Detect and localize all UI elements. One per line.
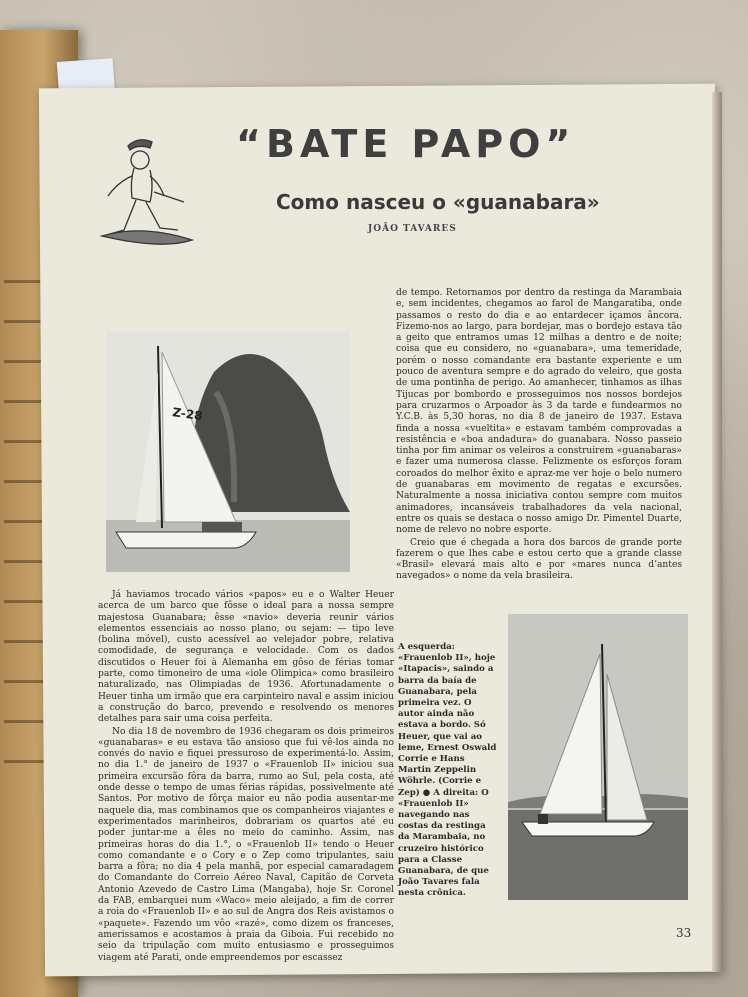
sail-number-label: Z-28 xyxy=(171,405,204,424)
article-title: “BATE PAPO” xyxy=(236,122,576,166)
paragraph: de tempo. Retornamos por dentro da restinga da Marambaia e, sem incidentes, chegamos ao farol de Mangaratiba, onde passamos o resto do dia e ao entardecer içamos âncora. Fizemo-nos ao largo, para bordejar, mas o bordejo estava tão a geito que entramos umas 12 milhas a dentro e de noite; coisa que eu considero, no «guanabara», uma temeridade, porém o nosso comandante era bastante experiente e um pouco de aventura sempre e do agrado do veleiro, que gosta de uma pontinha de perigo. Ao amanhecer, tinhamos as ilhas Tijucas por bombordo e prosseguimos nos nossos bordejos para cruzarmos o Arpoador às 3 da tarde e fundearmos no Y.C.B. às 5,30 horas, no dia 8 de janeiro de 1937. Estava finda a nossa «vueltita» e estavam também comprovadas a resistência e «boa andadura» do guanabara. Nosso passeio tinha por fim animar os veleiros a construirem «guanabaras» e fazer uma numerosa classe. Felizmente os esforços foram coroados do melhor êxito e apraz-me ver hoje o belo numero de guanabaras em movimento de regatas e excursões. Naturalmente a nossa iniciativa contou sempre com muitos animadores, incansáveis trabalhadores da vela nacional, entre os quais se destaca o nosso amigo Dr. Pimentel Duarte, nome de relevo no nobre esporte. xyxy=(396,288,682,536)
paragraph: Creio que é chegada a hora dos barcos de grande porte fazerem o que lhes cabe e estou certo que a grande classe «Brasil» elevará mais alto e por «mares nunca d’antes navegados» o nome da vela brasileira. xyxy=(396,537,682,582)
article-subtitle: Como nasceu o «guanabara» xyxy=(276,190,600,214)
photo-caption: A esquerda: «Frauenlob II», hoje «Itapacis», saindo a barra da baía de Guanabara, pela primeira vez. O autor ainda não estava a bordo. Só Heuer, que vai ao leme, Ernest Oswald Corrie e Hans Martin Zeppelin Wöhrle. (Corrie e Zep) ● A direita: O «Frauenlob II» navegando nas costas da restinga da Marambaia, no cruzeiro histórico para a Classe Guanabara, de que João Tavares fala nesta crônica. xyxy=(398,642,497,899)
paragraph: Já haviamos trocado vários «papos» eu e o Walter Heuer acerca de um barco que fôsse o ideal para a nossa sempre majestosa Guanabara; êsse «navio» deveria reunir vários elementos essenciais ao nosso plano, ou sejam: — tipo leve (bolina móvel), custo acessível ao velejador pobre, relativa comodidade, de segurança e velocidade. Com os dados discutidos o Heuer foi à Alemanha em gôso de férias tomar parte, como timoneiro de uma «iole Olimpica» como brasileiro naturalizado, nas Olimpiadas de 1936. Afortunadamente o Heuer tinha um irmão que era carpinteiro naval e assim iniciou a construção do barco, prevendo e resolvendo os menores detalhes para sair uma coisa perfeita. xyxy=(98,590,394,725)
paragraph: No dia 18 de novembro de 1936 chegaram os dois primeiros «guanabaras» e eu estava tão ansioso que fui vê-los ainda no convés do navio e fiquei pressuroso de experimentá-lo. Assim, no dia 1.° de janeiro de 1937 o «Frauenlob II» iniciou sua primeira excursão fôra da barra, rumo ao Sul, pela costa, até onde desse o tempo de umas férias rápidas, possivelmente até Santos. Por motivo de fôrça maior eu não podia ausentar-me naquele dia, mas combinamos que os companheiros viajantes e experimentados marinheiros, dobrariam os quartos até eu poder juntar-me a êles no meio do caminho. Assim, nas primeiras horas do dia 1.°, o «Frauenlob II» tendo o Heuer como comandante e o Cory e o Zep como tripulantes, saiu barra a fôra; no dia 4 pela manhã, por especial camaradagem do Comandante do Correio Aéreo Naval, Capitão de Corveta Antonio Azevedo de Castro Lima (Mangaba), hoje Sr. Coronel da FAB, embarquei num «Waco» meio aleijado, a fim de correr a roia do «Frauenlob II» e ao sul de Angra dos Reis avistamos o «paquete». Fazendo um vôo «razé», como dizem os franceses, amerissamos e acostamos à praia da Giboia. Fui recebido no seio da tripulação com muito entusiasmo e prosseguimos viagem até Parati, onde empreendemos por escassez xyxy=(98,726,394,963)
article-author: JOÃO TAVARES xyxy=(368,224,457,234)
page-number: 33 xyxy=(676,926,692,940)
sailboat-rock-photo xyxy=(106,332,350,572)
article-left-column xyxy=(98,590,394,965)
page-stack-edge xyxy=(712,92,722,972)
article-right-column xyxy=(396,288,682,584)
sailboat-marambaia-photo xyxy=(508,614,688,900)
sailor-cartoon-illustration xyxy=(94,132,204,256)
